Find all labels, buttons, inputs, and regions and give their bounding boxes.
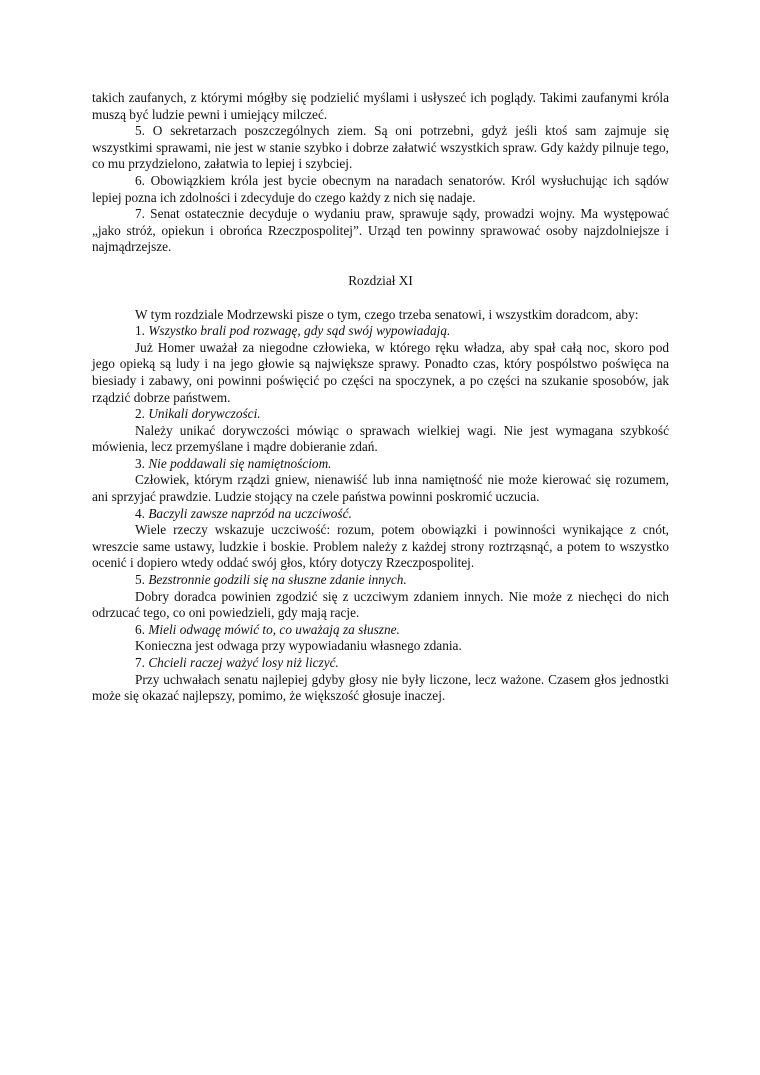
point-title-text: Mieli odwagę mówić to, co uważają za słuszne. [148,621,400,637]
point-title-text: Nie poddawali się namiętnościom. [148,455,332,471]
chapter-heading: Rozdział XI [348,272,413,288]
point-number: 1. [135,323,145,339]
document-page [92,90,669,705]
point-title-text: Chcieli raczej ważyć losy niż liczyć. [148,655,339,670]
point-title-text: Unikali dorywczości. [148,406,261,422]
chapter-intro: W tym rozdziale Modrzewski pisze o tym, czego trzeba senatowi, i wszystkim doradcom, aby: [135,306,639,322]
point-title [92,456,669,473]
point-title-text: Baczyli zawsze naprzód na uczciwość. [148,505,352,521]
paragraph-point-6: 6. Obowiązkiem króla jest bycie obecnym na naradach senatorów. Król wysłuchując ich sądów lepiej pozna ich zdolności i zdecyduje do czego każdy z nich się nadaje. [92,172,669,205]
point-title [92,323,669,340]
point-body: Już Homer uważał za niegodne człowieka, w którego ręku władza, aby spał całą noc, skoro pod jego opieką są ludy i na jego głowie są największe sprawy. Ponadto czas, który pospólstwo poświęca na biesiady i zabawy, oni powinni poświęcić po części na spoczynek, a po części na szukanie sposobów, jak rządzić dobrze państwem. [92,339,669,405]
point-title [92,655,669,672]
paragraph-point-7: 7. Senat ostatecznie decyduje o wydaniu praw, sprawuje sądy, prowadzi wojny. Ma występować „jako stróż, opiekun i obrońca Rzeczpospolitej”. Urząd ten powinny sprawować osoby najzdolniejsze i najmądrzejsze. [92,206,669,255]
point-title-text: Bezstronnie godzili się na słuszne zdanie innych. [148,572,407,588]
point-number: 3. [135,455,145,471]
point-number: 2. [135,406,145,422]
point-body: Wiele rzeczy wskazuje uczciwość: rozum, potem obowiązki i powinności wynikające z cnót, wreszcie same ustawy, ludzkie i boskie. Problem należy z każdej strony roztrząsnąć, a potem to wszystko ocenić i dopiero wtedy oddać swój głos, który dotyczy Rzeczpospolitej. [92,522,669,571]
point-title [92,622,669,639]
paragraph-point-5: 5. O sekretarzach poszczególnych ziem. Są oni potrzebni, gdyż jeśli ktoś sam zajmuje się wszystkimi sprawami, nie jest w stanie szybko i dobrze załatwić wszystkich spraw. Gdy każdy pilnuje tego, co mu przydzielono, załatwia to lepiej i szybciej. [92,123,669,172]
point-title [92,572,669,589]
point-title [92,406,669,423]
point-body: Konieczna jest odwaga przy wypowiadaniu własnego zdania. [135,638,462,654]
point-number: 6. [135,621,145,637]
point-number: 4. [135,505,145,521]
point-body: Człowiek, którym rządzi gniew, nienawiść lub inna namiętność nie może kierować się rozumem, ani sprzyjać prawdzie. Ludzie stojący na czele państwa powinni poskromić uczucia. [92,472,669,505]
point-title-text: Wszystko brali pod rozwagę, gdy sąd swój wypowiadają. [148,323,451,339]
paragraph-continuation: takich zaufanych, z którymi mógłby się podzielić myślami i usłyszeć ich poglądy. Takimi zaufanymi króla muszą być ludzie pewni i umiejący milczeć. [92,90,669,122]
point-body: Należy unikać dorywczości mówiąc o sprawach wielkiej wagi. Nie jest wymagana szybkość mówienia, lecz przemyślane i mądre dobieranie zdań. [92,422,669,455]
point-title [92,506,669,523]
point-body: Przy uchwałach senatu najlepiej gdyby głosy nie były liczone, lecz ważone. Czasem głos jednostki może się okazać najlepszy, pomimo, że większość głosuje inaczej. [92,671,669,704]
point-body: Dobry doradca powinien zgodzić się z uczciwym zdaniem innych. Nie może z niechęci do nich odrzucać tego, co oni powiedzieli, gdy mają racje. [92,588,669,621]
point-number: 5. [135,572,145,588]
point-number: 7. [135,655,145,670]
